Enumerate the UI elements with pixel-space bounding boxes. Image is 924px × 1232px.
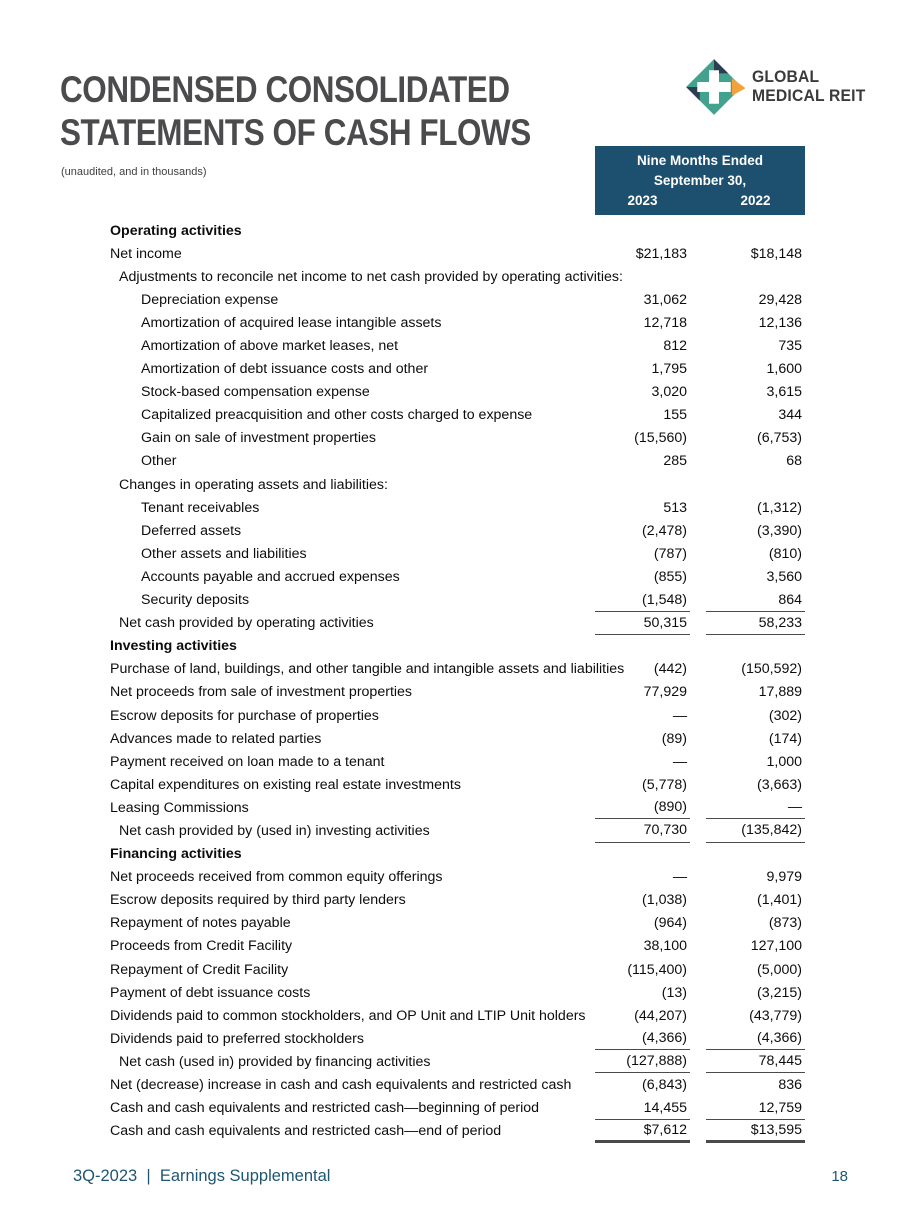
table-row: [110, 1073, 805, 1096]
table-row: [110, 265, 805, 288]
column-gap: [690, 1050, 706, 1073]
value-2023: 812: [663, 338, 687, 355]
row-label: Other assets and liabilities: [141, 545, 307, 562]
column-gap: [690, 519, 706, 542]
table-row: [110, 912, 805, 935]
column-gap: [690, 242, 706, 265]
column-gap: [690, 681, 706, 704]
column-gap: [690, 635, 706, 658]
row-label: Proceeds from Credit Facility: [110, 938, 293, 955]
value-2022: (150,592): [741, 661, 802, 678]
value-2023: 31,062: [643, 291, 687, 308]
value-2022: [706, 265, 805, 288]
table-row: [110, 612, 805, 635]
column-gap: [690, 589, 706, 612]
value-2023: (115,400): [627, 961, 687, 978]
value-2022: 1,000: [766, 753, 802, 770]
row-label: Escrow deposits for purchase of properties: [110, 707, 379, 724]
column-gap: [690, 358, 706, 381]
value-2023: 1,795: [651, 361, 687, 378]
value-2022: $18,148: [750, 245, 802, 262]
row-label: Repayment of notes payable: [110, 915, 291, 932]
value-2023: (890): [595, 796, 690, 819]
table-row: [110, 866, 805, 889]
row-label: Repayment of Credit Facility: [110, 961, 289, 978]
table-row: [110, 311, 805, 334]
value-2023: 77,929: [643, 684, 687, 701]
column-gap: [690, 1027, 706, 1050]
table-row: [110, 935, 805, 958]
row-label: Net cash provided by (used in) investing activities: [119, 822, 430, 839]
value-2022: [706, 219, 805, 242]
value-2022: (810): [768, 545, 802, 562]
column-gap: [690, 427, 706, 450]
value-2022: 836: [778, 1077, 802, 1094]
value-2022: 3,560: [766, 568, 802, 585]
value-2022: (1,312): [757, 499, 802, 516]
table-row: [110, 1097, 805, 1120]
value-2023: (2,478): [642, 522, 687, 539]
value-2023: (4,366): [595, 1027, 690, 1050]
row-label: Cash and cash equivalents and restricted cash—beginning of period: [110, 1100, 540, 1117]
table-row: [110, 843, 805, 866]
row-label: Tenant receivables: [141, 499, 260, 516]
column-gap: [690, 542, 706, 565]
value-2022: (1,401): [757, 892, 802, 909]
value-2022: (135,842): [706, 819, 805, 842]
row-label: Purchase of land, buildings, and other tangible and intangible assets and liabilities: [110, 661, 625, 678]
row-label: Capitalized preacquisition and other costs charged to expense: [141, 407, 533, 424]
value-2022: (873): [768, 915, 802, 932]
column-gap: [690, 704, 706, 727]
column-gap: [690, 796, 706, 819]
table-row: [110, 242, 805, 265]
column-gap: [690, 727, 706, 750]
table-row: [110, 635, 805, 658]
value-2023: (5,778): [642, 776, 687, 793]
column-gap: [690, 288, 706, 311]
page-title-line2: STATEMENTS OF CASH FLOWS: [60, 112, 531, 153]
value-2022: 12,759: [706, 1097, 805, 1120]
row-label: Advances made to related parties: [110, 730, 322, 747]
page-title-line1: CONDENSED CONSOLIDATED: [60, 69, 510, 110]
column-gap: [690, 958, 706, 981]
row-label: Other: [141, 453, 177, 470]
row-label: Adjustments to reconcile net income to net cash provided by operating activities:: [119, 268, 623, 285]
page-title: [60, 68, 614, 154]
value-2023: (1,548): [595, 589, 690, 612]
row-label: Capital expenditures on existing real estate investments: [110, 776, 461, 793]
table-row: [110, 958, 805, 981]
column-gap: [690, 1120, 706, 1143]
row-label: Leasing Commissions: [110, 799, 249, 816]
column-year-2022: 2022: [740, 193, 771, 208]
value-2023: [595, 219, 690, 242]
row-label: Accounts payable and accrued expenses: [141, 568, 400, 585]
table-row: [110, 496, 805, 519]
row-label: Payment received on loan made to a tenant: [110, 753, 385, 770]
column-gap: [690, 1097, 706, 1120]
value-2022: 12,136: [758, 314, 802, 331]
company-logo: [683, 56, 871, 118]
company-name: [752, 68, 871, 106]
value-2022: [706, 843, 805, 866]
row-label: Dividends paid to preferred stockholders: [110, 1030, 364, 1047]
table-row: [110, 565, 805, 588]
value-2023: 12,718: [643, 314, 687, 331]
table-column-header: [595, 146, 805, 215]
value-2023: 38,100: [643, 938, 687, 955]
value-2022: (302): [768, 707, 802, 724]
value-2023: (89): [661, 730, 687, 747]
value-2022: [706, 635, 805, 658]
value-2022: (5,000): [757, 961, 802, 978]
row-label: Net (decrease) increase in cash and cash equivalents and restricted cash: [110, 1077, 572, 1094]
row-label: Security deposits: [141, 592, 250, 609]
table-row: [110, 381, 805, 404]
value-2023: (13): [661, 984, 687, 1001]
value-2023: —: [672, 753, 687, 770]
value-2023: (1,038): [642, 892, 687, 909]
table-rows: [110, 219, 805, 1143]
value-2023: $7,612: [595, 1120, 690, 1143]
row-label: Amortization of acquired lease intangible assets: [141, 314, 442, 331]
value-2022: 9,979: [766, 869, 802, 886]
column-gap: [690, 496, 706, 519]
footer-label: 3Q-2023 | Earnings Supplemental: [73, 1167, 331, 1185]
value-2022: 864: [706, 589, 805, 612]
table-row: [110, 219, 805, 242]
row-label: Net proceeds from sale of investment properties: [110, 684, 413, 701]
value-2023: (44,207): [634, 1007, 687, 1024]
table-row: [110, 704, 805, 727]
row-label: Net proceeds received from common equity offerings: [110, 869, 443, 886]
value-2023: [595, 635, 690, 658]
value-2022: 68: [786, 453, 802, 470]
value-2022: (3,215): [757, 984, 802, 1001]
row-label: Financing activities: [110, 846, 242, 863]
table-row: [110, 288, 805, 311]
value-2023: $21,183: [635, 245, 687, 262]
table-row: [110, 589, 805, 612]
column-gap: [690, 381, 706, 404]
value-2022: 78,445: [706, 1050, 805, 1073]
table-row: [110, 358, 805, 381]
value-2022: (4,366): [706, 1027, 805, 1050]
value-2022: 3,615: [766, 384, 802, 401]
table-row: [110, 450, 805, 473]
value-2022: $13,595: [706, 1120, 805, 1143]
column-gap: [690, 843, 706, 866]
row-label: Amortization of debt issuance costs and other: [141, 361, 429, 378]
table-row: [110, 542, 805, 565]
value-2022: 29,428: [758, 291, 802, 308]
column-gap: [690, 473, 706, 496]
table-row: [110, 750, 805, 773]
column-gap: [690, 219, 706, 242]
column-gap: [690, 450, 706, 473]
period-header-line1: Nine Months Ended: [637, 153, 763, 168]
value-2023: [595, 843, 690, 866]
page-footer: [73, 1167, 848, 1186]
table-row: [110, 981, 805, 1004]
value-2022: 17,889: [758, 684, 802, 701]
row-label: Net income: [110, 245, 182, 262]
value-2023: 14,455: [595, 1097, 690, 1120]
value-2023: (964): [653, 915, 687, 932]
value-2022: 1,600: [766, 361, 802, 378]
value-2023: —: [672, 707, 687, 724]
column-gap: [690, 1004, 706, 1027]
row-label: Gain on sale of investment properties: [141, 430, 377, 447]
cash-flow-table: [110, 219, 805, 1143]
column-gap: [690, 265, 706, 288]
value-2022: [706, 473, 805, 496]
table-row: [110, 1120, 805, 1143]
row-label: Payment of debt issuance costs: [110, 984, 311, 1001]
table-row: [110, 796, 805, 819]
value-2023: 50,315: [595, 612, 690, 635]
table-row: [110, 773, 805, 796]
row-label: Deferred assets: [141, 522, 242, 539]
table-row: [110, 473, 805, 496]
page-number: 18: [831, 1168, 848, 1185]
column-gap: [690, 658, 706, 681]
row-label: Operating activities: [110, 222, 242, 239]
column-gap: [690, 866, 706, 889]
row-label: Amortization of above market leases, net: [141, 338, 399, 355]
value-2023: 70,730: [595, 819, 690, 842]
table-row: [110, 1027, 805, 1050]
table-row: [110, 658, 805, 681]
column-gap: [690, 612, 706, 635]
row-label: Cash and cash equivalents and restricted cash—end of period: [110, 1123, 502, 1140]
value-2023: 285: [663, 453, 687, 470]
value-2023: (787): [653, 545, 687, 562]
page-subtitle: (unaudited, and in thousands): [61, 166, 207, 178]
row-label: Net cash provided by operating activities: [119, 615, 374, 632]
row-label: Dividends paid to common stockholders, and OP Unit and LTIP Unit holders: [110, 1007, 586, 1024]
value-2022: 127,100: [750, 938, 802, 955]
row-label: Depreciation expense: [141, 291, 279, 308]
column-gap: [690, 1073, 706, 1096]
table-row: [110, 404, 805, 427]
column-gap: [690, 935, 706, 958]
value-2023: (855): [653, 568, 687, 585]
table-row: [110, 334, 805, 357]
value-2023: 513: [663, 499, 687, 516]
table-row: [110, 819, 805, 842]
value-2023: 3,020: [651, 384, 687, 401]
table-row: [110, 681, 805, 704]
table-row: [110, 427, 805, 450]
value-2022: 58,233: [706, 612, 805, 635]
column-gap: [690, 565, 706, 588]
value-2022: (3,663): [757, 776, 802, 793]
column-gap: [690, 773, 706, 796]
value-2023: 155: [663, 407, 687, 424]
value-2022: 735: [778, 338, 802, 355]
value-2023: [595, 473, 690, 496]
company-name-line1: GLOBAL: [752, 68, 820, 86]
value-2022: 344: [778, 407, 802, 424]
column-gap: [690, 311, 706, 334]
value-2023: [595, 265, 690, 288]
row-label: Net cash (used in) provided by financing activities: [119, 1053, 431, 1070]
value-2022: (6,753): [757, 430, 802, 447]
table-row: [110, 727, 805, 750]
value-2023: (6,843): [642, 1077, 687, 1094]
column-gap: [690, 889, 706, 912]
value-2022: (174): [768, 730, 802, 747]
value-2023: (15,560): [634, 430, 687, 447]
value-2022: (3,390): [757, 522, 802, 539]
table-row: [110, 519, 805, 542]
period-header-line2: September 30,: [653, 173, 747, 188]
company-name-line2: MEDICAL REIT: [752, 87, 866, 105]
column-gap: [690, 404, 706, 427]
column-gap: [690, 819, 706, 842]
table-row: [110, 1050, 805, 1073]
column-gap: [690, 334, 706, 357]
column-gap: [690, 981, 706, 1004]
table-row: [110, 889, 805, 912]
column-gap: [690, 750, 706, 773]
table-row: [110, 1004, 805, 1027]
row-label: Stock-based compensation expense: [141, 384, 370, 401]
row-label: Investing activities: [110, 638, 237, 655]
value-2022: (43,779): [749, 1007, 802, 1024]
row-label: Changes in operating assets and liabilities:: [119, 476, 388, 493]
value-2022: —: [706, 796, 805, 819]
value-2023: —: [672, 869, 687, 886]
value-2023: (127,888): [595, 1050, 690, 1073]
medical-cross-pinwheel-icon: [683, 56, 745, 118]
column-year-2023: 2023: [627, 193, 658, 208]
row-label: Escrow deposits required by third party lenders: [110, 892, 406, 909]
year-columns: [595, 193, 805, 208]
value-2023: (442): [653, 661, 687, 678]
column-gap: [690, 912, 706, 935]
